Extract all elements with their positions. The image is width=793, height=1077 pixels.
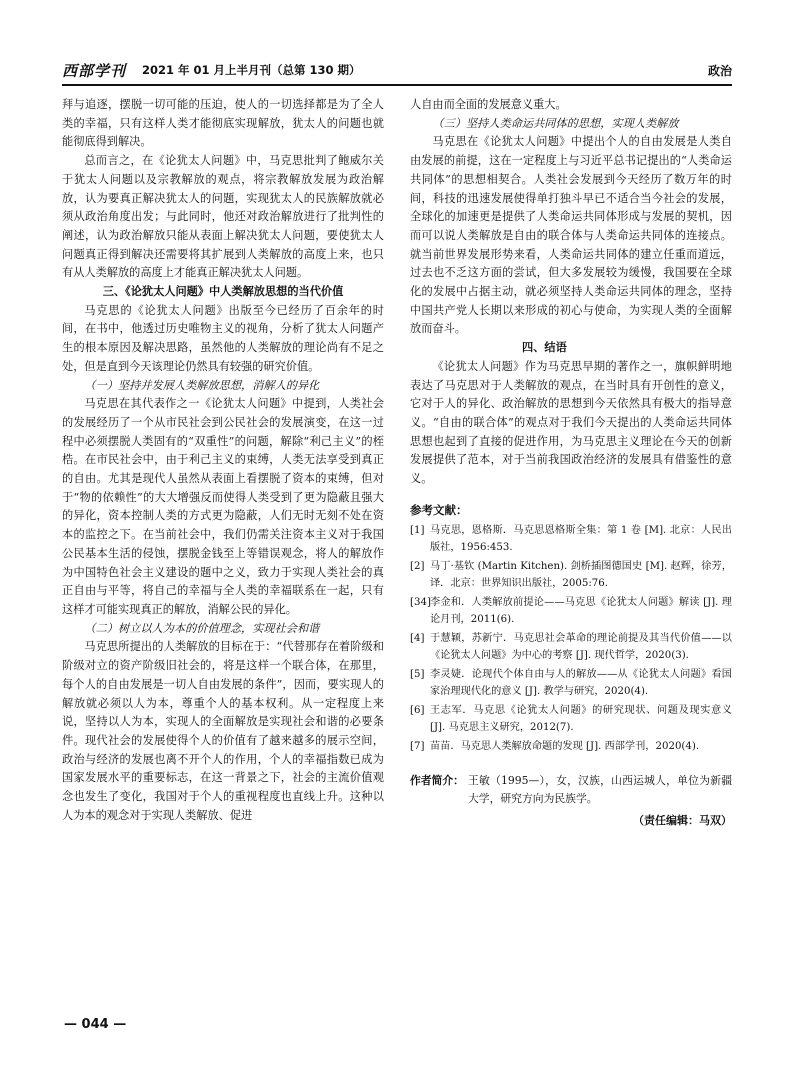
header-rule <box>62 84 732 86</box>
reference-number: [6] <box>410 705 425 717</box>
reference-number: [1] <box>410 525 425 537</box>
body-paragraph: 人自由而全面的发展意义重大。 <box>410 98 567 111</box>
reference-item <box>410 631 732 664</box>
subsection-heading: （一）坚持并发展人类解放思想，消解人的异化 <box>84 378 320 392</box>
reference-number: [2] <box>410 561 425 573</box>
reference-item <box>410 559 732 592</box>
reference-item <box>410 667 732 700</box>
body-paragraph: 拜与追逐，摆脱一切可能的压迫，使人的一切选择都是为了全人类的幸福，只有这样人类才能彻底实现解放，犹太人的问题也就能彻底得到解决。 <box>62 98 384 149</box>
reference-number: [4] <box>410 633 425 645</box>
author-text: 王敏（1995—），女，汉族，山西运城人，单位为新疆大学，研究方向为民族学。 <box>468 773 732 805</box>
issue-info: 2021 年 01 月上半月刊（总第 130 期） <box>142 63 361 77</box>
reference-text: 王志军．马克思《论犹太人问题》的研究现状、问题及现实意义 [J]. 马克思主义研究，2012(7). <box>430 705 732 733</box>
subsection-heading: （三）坚持人类命运共同体的思想，实现人类解放 <box>432 116 679 130</box>
page-header <box>62 56 732 84</box>
left-column <box>62 96 384 825</box>
reference-item <box>410 595 732 628</box>
author-label: 作者简介： <box>410 773 464 787</box>
body-paragraph: 马克思的《论犹太人问题》出版至今已经历了百余年的时间，在书中，他透过历史唯物主义的视角，分析了犹太人问题产生的根本原因及解决思路，虽然他的人类解放的理论尚有不足之处，但是直到今天该理论仍然具有较强的研究价值。 <box>62 303 384 373</box>
reference-number: [5] <box>410 669 425 681</box>
reference-text: 马丁·基钦 (Martin Kitchen). 剑桥插图德国史 [M]. 赵辉，徐芳，译．北京：世界知识出版社，2005:76. <box>430 561 732 589</box>
references-title: 参考文献： <box>410 502 468 517</box>
reference-text: 马克思，恩格斯．马克思恩格斯全集：第 1 卷 [M]. 北京：人民出版社，1956:453. <box>430 525 732 553</box>
section-heading: 四、结语 <box>522 341 567 355</box>
reference-text: 李灵婕．论现代个体自由与人的解放——从《论犹太人问题》看国家治理现代化的意义 [J]. 教学与研究，2020(4). <box>430 669 732 697</box>
body-paragraph: 总而言之，在《论犹太人问题》中，马克思批判了鲍威尔关于犹太人问题以及宗教解放的观点，将宗教解放发展为政治解放，认为要真正解决犹太人的问题，实现犹太人的民族解放就必须从政治角度出发；与此同时，他还对政治解放进行了批判性的阐述，认为政治解放只能从表面上解决犹太人问题，要使犹太人问题真正得到解决还需要将其扩展到人类解放的高度上来，也只有从人类解放的高度上才能真正解决犹太人问题。 <box>62 154 384 280</box>
reference-text: 苗苗．马克思人类解放命题的发现 [J]. 西部学刊，2020(4). <box>430 741 700 753</box>
reference-item <box>410 703 732 736</box>
section-heading: 三、《论犹太人问题》中人类解放思想的当代价值 <box>102 285 344 299</box>
reference-item <box>410 523 732 556</box>
responsible-editor: （责任编辑：马双） <box>633 813 732 827</box>
reference-number: [34] <box>410 597 431 609</box>
right-column <box>410 96 732 831</box>
author-bio <box>410 772 732 808</box>
section-label: 政治 <box>707 64 732 78</box>
subsection-heading: （二）树立以人为本的价值理念，实现社会和谐 <box>84 621 320 635</box>
body-paragraph: 马克思在其代表作之一《论犹太人问题》中提到，人类社会的发展经历了一个从市民社会到公民社会的发展演变，在这一过程中必须摆脱人类固有的“双重性”的问题，解除“利己主义”的桎梏。在市民社会中，由于利己主义的束缚，人类无法享受到真正的自由。尤其是现代人虽然从表面上看摆脱了资本的束缚，但对于“物的依赖性”的大大增强反而使得人类受到了更为隐蔽且强大的异化，资本控制人类的方式更为隐蔽，人们无时无刻不处在资本的监控之下。在当前社会中，我们仍需关注资本主义对于我国公民基本生活的侵蚀，摆脱金钱至上等错误观念，将人的解放作为中国特色社会主义建设的题中之义，致力于实现人类社会的真正自由与平等，将自己的幸福与全人类的幸福联系在一起，只有这样才可能实现真正的解放，消解公民的异化。 <box>62 397 384 616</box>
reference-text: 李金和．人类解放前提论——马克思《论犹太人问题》解读 [J]. 理论月刊，2011(6). <box>430 597 732 625</box>
body-paragraph: 《论犹太人问题》作为马克思早期的著作之一，旗帜鲜明地表达了马克思对于人类解放的观点，在当时具有开创性的意义，它对于人的异化、政治解放的思想到今天依然具有极大的指导意义。“自由的联合体”的观点对于我们今天提出的人类命运共同体思想也起到了直接的促进作用，为马克思主义理论在今天的创新发展提供了范本，对于当前我国政治经济的发展具有借鉴性的意义。 <box>410 359 732 486</box>
reference-text: 于慧颖，苏新宁．马克思社会革命的理论前提及其当代价值——以《论犹太人问题》为中心的考察 [J]. 现代哲学，2020(3). <box>430 633 732 661</box>
reference-number: [7] <box>410 741 425 753</box>
reference-item <box>410 739 732 756</box>
journal-logo: 西部学刊 <box>62 62 127 80</box>
page-number: — 044 — <box>64 1017 127 1032</box>
body-paragraph: 马克思在《论犹太人问题》中提出个人的自由发展是人类自由发展的前提，这在一定程度上与习近平总书记提出的“人类命运共同体”的思想相契合。人类社会发展到今天经历了数万年的时间，科技的迅速发展使得单打独斗早已不适合当今社会的发展，全球化的加速更是提供了人类命运共同体形成与发展的契机，因而可以说人类解放是自由的联合体与人类命运共同体的连接点。就当前世界发展形势来看，人类命运共同体的建立任重而道远，过去也不乏这方面的尝试，但大多发展较为缓慢，我国要在全球化的发展中占据主动，就必须坚持人类命运共同体的理念，坚持中国共产党人长期以来形成的初心与使命，为实现人类的全面解放而奋斗。 <box>410 135 732 336</box>
references-list <box>410 523 732 756</box>
body-paragraph: 马克思所提出的人类解放的目标在于：“代替那存在着阶级和阶级对立的资产阶级旧社会的，将是这样一个联合体，在那里，每个人的自由发展是一切人自由发展的条件”，因而，要实现人的解放就必须以人为本，尊重个人的基本权利。从一定程度上来说，坚持以人为本，实现人的全面解放是实现社会和谐的必要条件。现代社会的发展使得个人的价值有了越来越多的展示空间，政治与经济的发展也离不开个人的作用，个人的幸福指数已成为国家发展水平的重要标志，在这一背景之下，社会的主流价值观念也发生了变化，我国对于个人的重视程度也直线上升。这种以人为本的观念对于实现人类解放、促进 <box>62 640 384 822</box>
right-column-body <box>410 96 732 489</box>
